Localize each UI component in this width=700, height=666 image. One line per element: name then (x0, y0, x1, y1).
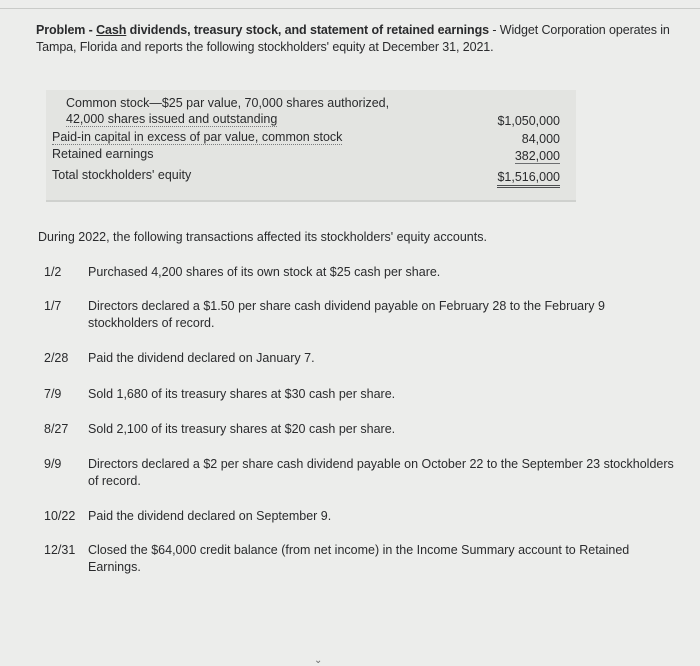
transaction-date: 10/22 (44, 509, 76, 523)
common-stock-label-line2: 42,000 shares issued and outstanding (66, 112, 278, 126)
transaction-text: Closed the $64,000 credit balance (from net income) in the Income Summary account to Retained Earnings. (88, 543, 630, 574)
top-divider (0, 8, 700, 9)
problem-description: - Widget Corporation operates in Tampa, Florida and reports the following stockholders' equity at December 31, 2021. (36, 23, 670, 54)
transaction-date: 8/27 (44, 422, 69, 436)
problem-label: Problem - (36, 23, 97, 37)
common-stock-value: $1,050,000 (497, 114, 560, 128)
transaction-date: 7/9 (44, 387, 62, 401)
retained-value: 382,000 (514, 149, 560, 163)
transaction-text: Directors declared a $1.50 per share cash dividend payable on February 28 to the February 9 stockholders of record. (88, 299, 605, 330)
transaction-text: Sold 2,100 of its treasury shares at $20 cash per share. (88, 422, 396, 436)
transaction-date: 1/2 (44, 265, 62, 279)
transactions-intro: During 2022, the following transactions affected its stockholders' equity accounts. (38, 230, 487, 244)
problem-title: dividends, treasury stock, and statement of retained earnings (126, 23, 489, 37)
transaction-text: Paid the dividend declared on September 9. (88, 509, 332, 523)
transaction-text: Paid the dividend declared on January 7. (88, 351, 315, 365)
transaction-date: 2/28 (44, 351, 69, 365)
transaction-text: Purchased 4,200 shares of its own stock at $25 cash per share. (88, 265, 441, 279)
equity-table (46, 90, 576, 202)
total-label: Total stockholders' equity (52, 168, 192, 182)
paid-in-label: Paid-in capital in excess of par value, common stock (52, 130, 343, 144)
transaction-date: 9/9 (44, 457, 62, 471)
total-value: $1,516,000 (497, 170, 560, 188)
retained-label: Retained earnings (52, 147, 154, 161)
transaction-text: Directors declared a $2 per share cash dividend payable on October 22 to the September 23 stockholders of record. (88, 457, 674, 488)
transaction-date: 1/7 (44, 299, 62, 313)
paid-in-value: 84,000 (521, 132, 560, 146)
transaction-date: 12/31 (44, 543, 76, 557)
chevron-down-icon[interactable]: ⌄ (314, 655, 323, 666)
problem-header (36, 22, 686, 56)
transaction-text: Sold 1,680 of its treasury shares at $30 cash per share. (88, 387, 396, 401)
common-stock-label-line1: Common stock—$25 par value, 70,000 shares authorized, (66, 96, 390, 110)
problem-title-underlined: Cash (96, 23, 127, 37)
